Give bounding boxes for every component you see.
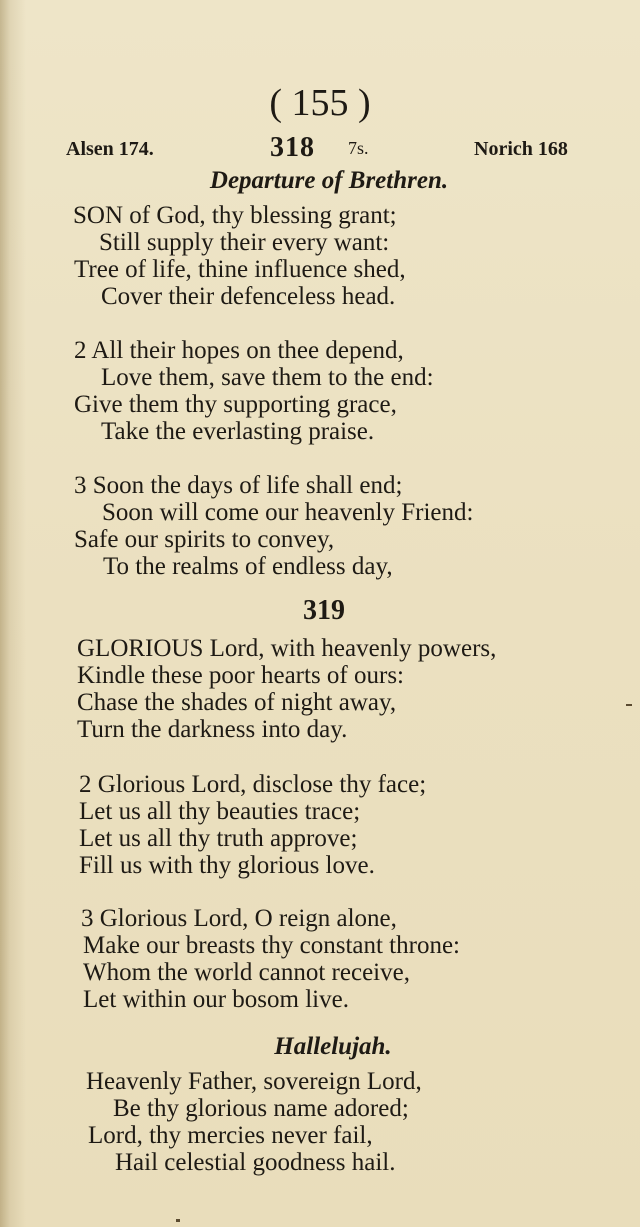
- stanza-319-1: [0, 635, 640, 743]
- verse-line: Hail celestial goodness hail.: [115, 1149, 396, 1176]
- verse-line: Be thy glorious name adored;: [113, 1095, 409, 1122]
- verse-line: GLORIOUS Lord, with heavenly powers,: [77, 635, 497, 662]
- verse-line: Chase the shades of night away,: [77, 689, 397, 716]
- tune-reference-left: Alsen 174.: [66, 138, 154, 160]
- hymn-title-318: Departure of Brethren.: [209, 167, 449, 194]
- verse-line: Lord, thy mercies never fail,: [88, 1122, 373, 1149]
- verse-line: 3 Soon the days of life shall end;: [74, 472, 403, 499]
- print-speck: [176, 1219, 180, 1222]
- verse-line: To the realms of endless day,: [103, 553, 393, 580]
- verse-line: Let us all thy beauties trace;: [79, 798, 361, 825]
- verse-line: Make our breasts thy constant throne:: [83, 932, 460, 959]
- hymn-number-318: 318: [270, 132, 315, 163]
- verse-line: Give them thy supporting grace,: [74, 391, 397, 418]
- stanza-319-2: [0, 771, 640, 879]
- verse-line: 2 Glorious Lord, disclose thy face;: [79, 771, 427, 798]
- verse-line: Turn the darkness into day.: [77, 716, 348, 743]
- verse-line: 2 All their hopes on thee depend,: [74, 337, 404, 364]
- verse-line: Whom the world cannot receive,: [83, 959, 410, 986]
- verse-line: Safe our spirits to convey,: [74, 526, 335, 553]
- verse-line: Heavenly Father, sovereign Lord,: [86, 1068, 422, 1095]
- verse-line: Take the everlasting praise.: [101, 418, 375, 445]
- doxology-stanza: [0, 1068, 640, 1176]
- page-number: ( 155 ): [269, 82, 371, 124]
- verse-line: Let us all thy truth approve;: [79, 825, 358, 852]
- verse-line: Still supply their every want:: [99, 229, 390, 256]
- stanza-318-2: [0, 337, 640, 445]
- verse-line: Fill us with thy glorious love.: [79, 852, 375, 879]
- verse-line: Kindle these poor hearts of ours:: [77, 662, 405, 689]
- verse-line: Love them, save them to the end:: [101, 364, 434, 391]
- verse-line: Tree of life, thine influence shed,: [74, 256, 406, 283]
- stanza-318-1: [0, 202, 640, 310]
- verse-line: Cover their defenceless head.: [101, 283, 396, 310]
- stanza-318-3: [0, 472, 640, 580]
- hymn-number-319: 319: [303, 595, 345, 626]
- doxology-title: Hallelujah.: [274, 1033, 392, 1060]
- hymn-meter: 7s.: [348, 138, 369, 158]
- verse-line: SON of God, thy blessing grant;: [73, 202, 397, 229]
- verse-line: 3 Glorious Lord, O reign alone,: [81, 905, 397, 932]
- print-speck: [626, 704, 632, 706]
- tune-reference-right: Norich 168: [474, 138, 568, 160]
- hymn-header-318: [0, 134, 640, 168]
- stanza-319-3: [0, 905, 640, 1013]
- verse-line: Soon will come our heavenly Friend:: [102, 499, 474, 526]
- verse-line: Let within our bosom live.: [83, 986, 349, 1013]
